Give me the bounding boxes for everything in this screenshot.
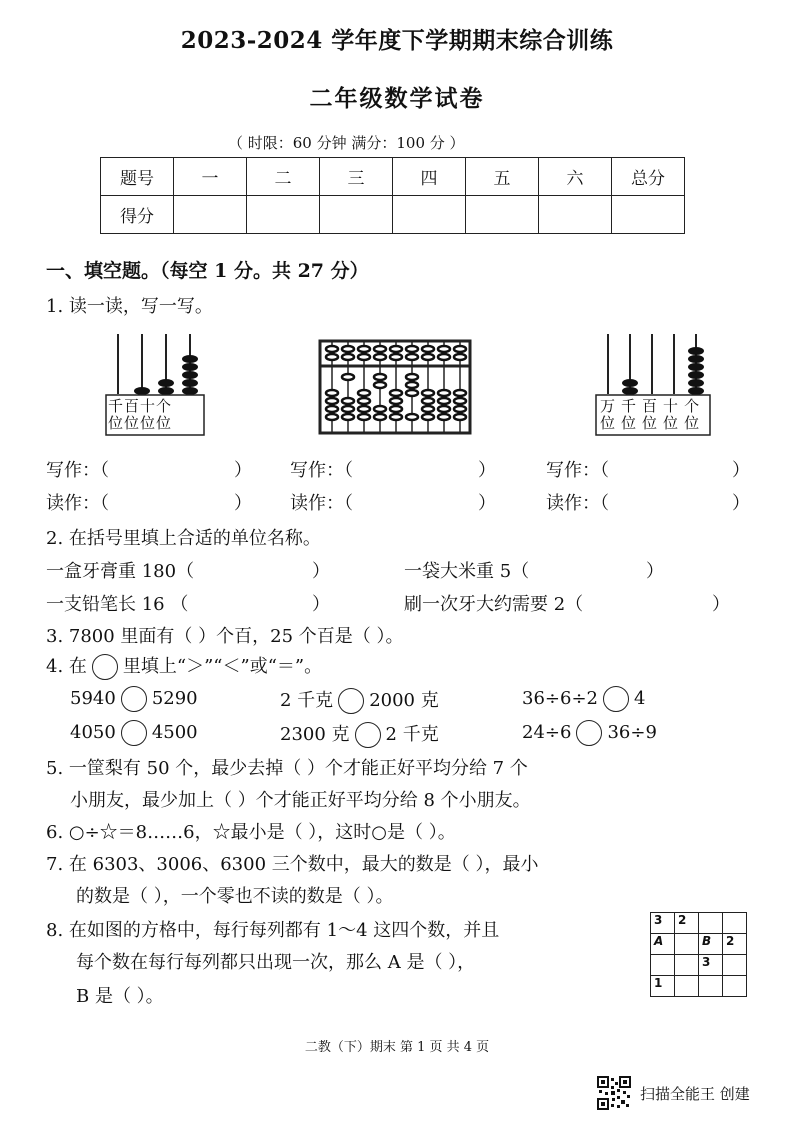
score-cell-blank <box>320 196 393 234</box>
compare-right: 2 千克 <box>385 724 439 745</box>
abacus-2-write-label: 写作：（ <box>290 460 353 481</box>
compare-row-2a <box>70 720 198 746</box>
compare-row-2b <box>280 720 439 748</box>
grid-cell <box>723 976 747 997</box>
compare-right: 36÷9 <box>607 722 657 743</box>
grid-cell: 2 <box>675 913 699 934</box>
score-cell-header: 二 <box>247 158 320 196</box>
compare-row-2c <box>522 720 657 746</box>
question-2d-close: ） <box>712 594 730 615</box>
score-table-header-row <box>101 158 685 196</box>
abacus-1-label-tens: 十 <box>140 397 157 415</box>
question-5-line-2: 小朋友，最少加上（ ）个才能正好平均分给 8 个小朋友。 <box>70 790 531 811</box>
abacus-1-label-ones: 个 <box>156 397 173 415</box>
abacus-1-write-close: ） <box>234 460 252 481</box>
question-2b: 一袋大米重 5（ <box>404 561 530 582</box>
score-cell-blank <box>466 196 539 234</box>
exam-title: 2023-2024 学年度下学期期末综合训练 <box>180 27 614 54</box>
compare-left: 24÷6 <box>522 722 572 743</box>
grid-cell <box>723 913 747 934</box>
question-4 <box>46 652 322 680</box>
latin-square-grid <box>650 912 747 997</box>
question-5-line-1: 5. 一筐梨有 50 个，最少去掉（ ）个才能正好平均分给 7 个 <box>46 758 528 779</box>
compare-row-1b <box>280 686 439 714</box>
grid-cell <box>699 913 723 934</box>
abacus-2-read-label: 读作：（ <box>290 493 353 514</box>
question-7-line-2: 的数是（ ），一个零也不读的数是（ ）。 <box>76 886 394 907</box>
abacus-3-labels <box>600 398 705 432</box>
score-cell-header: 一 <box>174 158 247 196</box>
abacus-2-write-close: ） <box>478 460 496 481</box>
compare-right: 4500 <box>151 722 198 743</box>
section-heading: 一、填空题。（每空 1 分。共 27 分） <box>46 260 369 282</box>
question-2: 2. 在括号里填上合适的单位名称。 <box>46 528 321 549</box>
abacus-1-read-close: ） <box>234 493 252 514</box>
compare-left: 2 千克 <box>280 690 334 711</box>
question-8-line-2: 每个数在每行每列都只出现一次，那么 A 是（ ）， <box>76 952 476 973</box>
score-cell-blank <box>174 196 247 234</box>
question-2a: 一盒牙膏重 180（ <box>46 561 195 582</box>
grid-cell <box>723 955 747 976</box>
grid-row <box>651 913 747 934</box>
grid-cell: 2 <box>723 934 747 955</box>
compare-row-1a <box>70 686 198 712</box>
abacus-1-label-hundreds: 百 <box>124 397 141 415</box>
answer-circle <box>576 720 602 746</box>
abacus-3-place-char: 位 <box>642 414 664 432</box>
question-3: 3. 7800 里面有（ ）个百，25 个百是（ ）。 <box>46 626 404 647</box>
abacus-1-labels <box>108 398 172 432</box>
abacus-3-place-char: 位 <box>684 414 706 432</box>
abacus-3-write-close: ） <box>732 460 750 481</box>
question-4-text: 4. 在 <box>46 656 87 677</box>
abacus-3-label: 万 <box>600 397 622 415</box>
exam-subtitle: 二年级数学试卷 <box>309 85 485 112</box>
answer-circle <box>355 722 381 748</box>
question-2c: 一支铅笔长 16 （ <box>46 594 189 615</box>
abacus-3-read-label: 读作：（ <box>546 493 609 514</box>
compare-right: 5290 <box>151 688 198 709</box>
page-footer: 二教（下）期末 第 1 页 共 4 页 <box>304 1040 490 1055</box>
abacus-3-label: 百 <box>642 397 664 415</box>
question-2c-close: ） <box>312 594 330 615</box>
abacus-1-label-thousands: 千 <box>108 397 125 415</box>
abacus-1-place-char: 位 <box>124 414 141 432</box>
question-8-line-1: 8. 在如图的方格中，每行每列都有 1～4 这四个数，并且 <box>46 920 500 941</box>
question-7-line-1: 7. 在 6303、3006、6300 三个数中，最大的数是（ ），最小 <box>46 854 539 875</box>
compare-left: 36÷6÷2 <box>522 688 598 709</box>
question-2b-close: ） <box>646 561 664 582</box>
score-cell-blank <box>539 196 612 234</box>
compare-left: 5940 <box>70 688 116 709</box>
abacus-1-read-label: 读作：（ <box>46 493 109 514</box>
abacus-3-label: 个 <box>684 397 706 415</box>
question-2a-close: ） <box>312 561 330 582</box>
question-2d: 刷一次牙大约需要 2（ <box>404 594 584 615</box>
score-table <box>100 157 685 234</box>
answer-circle <box>121 720 147 746</box>
abacus-3-label: 千 <box>621 397 643 415</box>
abacus-1-place-char: 位 <box>156 414 173 432</box>
score-table-score-row <box>101 196 685 234</box>
score-cell-header: 五 <box>466 158 539 196</box>
abacus-3-read-close: ） <box>732 493 750 514</box>
compare-left: 2300 克 <box>280 724 350 745</box>
question-6: 6. ○÷☆＝8……6，☆最小是（ ），这时○是（ ）。 <box>46 822 456 843</box>
grid-cell: 3 <box>651 913 675 934</box>
score-cell-header: 三 <box>320 158 393 196</box>
answer-circle <box>338 688 364 714</box>
grid-cell <box>651 955 675 976</box>
abacus-3-write-label: 写作：（ <box>546 460 609 481</box>
compare-right: 2000 克 <box>369 690 439 711</box>
score-cell-label: 题号 <box>101 158 174 196</box>
abacus-1-place-char: 位 <box>108 414 125 432</box>
grid-cell: A <box>651 934 675 955</box>
grid-cell <box>699 976 723 997</box>
score-cell-blank <box>612 196 685 234</box>
abacus-3-place-char: 位 <box>600 414 622 432</box>
abacus-1-write-label: 写作：（ <box>46 460 109 481</box>
score-cell-header: 总分 <box>612 158 685 196</box>
exam-limits: （ 时限：60 分钟 满分：100 分 ） <box>228 134 465 152</box>
grid-row <box>651 934 747 955</box>
score-cell-header: 六 <box>539 158 612 196</box>
question-1: 1. 读一读，写一写。 <box>46 296 213 317</box>
qr-code-icon <box>597 1076 631 1110</box>
answer-circle <box>121 686 147 712</box>
grid-row <box>651 976 747 997</box>
compare-left: 4050 <box>70 722 116 743</box>
score-cell-header: 四 <box>393 158 466 196</box>
grid-cell: 1 <box>651 976 675 997</box>
grid-cell: B <box>699 934 723 955</box>
compare-right: 4 <box>633 688 646 709</box>
score-row-label: 得分 <box>101 196 174 234</box>
abacus-3-place-char: 位 <box>663 414 685 432</box>
grid-cell <box>675 934 699 955</box>
grid-row <box>651 955 747 976</box>
grid-cell: 3 <box>699 955 723 976</box>
compare-row-1c <box>522 686 645 712</box>
question-8-line-3: B 是（ ）。 <box>76 986 164 1007</box>
abacus-3-place-char: 位 <box>621 414 643 432</box>
grid-cell <box>675 976 699 997</box>
answer-circle <box>603 686 629 712</box>
abacus-2-figure <box>318 338 474 438</box>
grid-cell <box>675 955 699 976</box>
abacus-1-place-char: 位 <box>140 414 157 432</box>
abacus-2-read-close: ） <box>478 493 496 514</box>
score-cell-blank <box>393 196 466 234</box>
scanner-watermark: 扫描全能王 创建 <box>640 1085 750 1103</box>
abacus-3-label: 十 <box>663 397 685 415</box>
score-cell-blank <box>247 196 320 234</box>
answer-circle <box>92 654 118 680</box>
question-4-text-2: 里填上“＞”“＜”或“＝”。 <box>122 656 323 677</box>
